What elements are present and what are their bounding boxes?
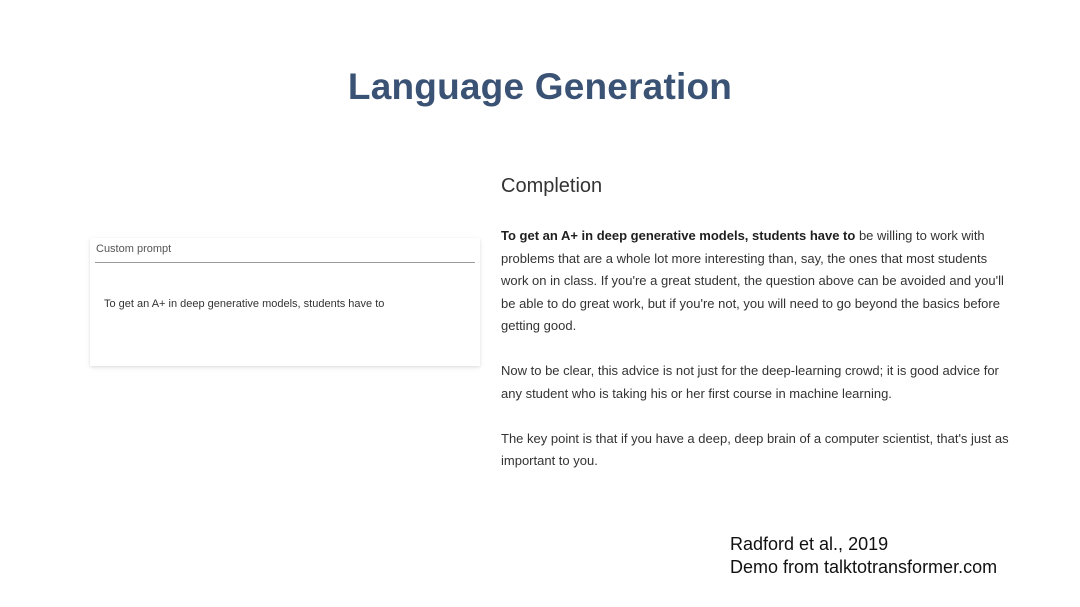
completion-body (501, 225, 1016, 495)
completion-paragraph-1 (501, 225, 1016, 338)
prompt-label-underline (95, 262, 475, 263)
completion-heading: Completion (501, 175, 603, 197)
completion-paragraph-1-text: be willing to work with problems that are a whole lot more interesting than, say, the ones that most students work on in class. If you're a great student, the question above can be avoided and you'll be able to do great work, but if you're not, you will need to go beyond the basics before getting good. (501, 228, 1004, 333)
completion-paragraph-3: The key point is that if you have a deep, deep brain of a computer scientist, that's just as important to you. (501, 430, 1009, 468)
citation-demo-source: Demo from talktotransformer.com (730, 557, 998, 577)
citation (730, 533, 997, 579)
completion-paragraph-2: Now to be clear, this advice is not just for the deep-learning crowd; it is good advice for any student who is taking his or her first course in machine learning. (501, 363, 999, 401)
completion-bold-prompt: To get an A+ in deep generative models, students have to (501, 228, 856, 243)
prompt-label: Custom prompt (96, 243, 172, 255)
citation-author: Radford et al., 2019 (730, 534, 889, 554)
prompt-input[interactable]: To get an A+ in deep generative models, students have to (104, 298, 385, 310)
slide-title: Language Generation (347, 66, 733, 107)
prompt-card[interactable] (90, 238, 480, 366)
